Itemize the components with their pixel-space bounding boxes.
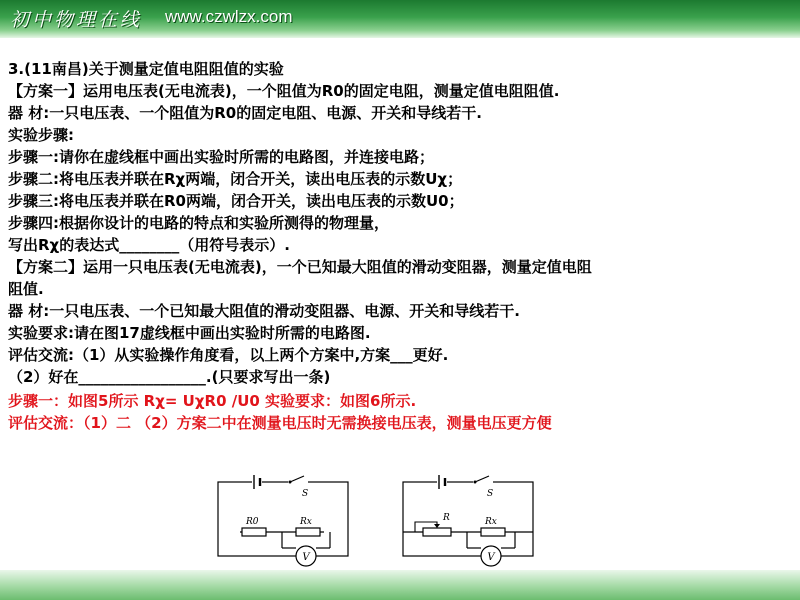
circuit-frame xyxy=(218,482,348,556)
rheostat-r xyxy=(423,528,451,536)
evaluation-one: 评估交流:（1）从实验操作角度看，以上两个方案中,方案___更好. xyxy=(8,346,449,364)
circuit-frame xyxy=(403,482,533,556)
footer-band xyxy=(0,570,800,600)
experiment-requirement: 实验要求:请在图17虚线框中画出实验时所需的电路图. xyxy=(8,324,371,342)
step-one: 步骤一:请你在虚线框中画出实验时所需的电路图，并连接电路； xyxy=(8,148,435,166)
header-banner xyxy=(0,0,800,38)
resistor-r0-label: R0 xyxy=(246,517,259,527)
step-two: 步骤二:将电压表并联在Rχ两端，闭合开关，读出电压表的示数Uχ； xyxy=(8,170,463,188)
rheostat-label: R xyxy=(443,513,450,523)
resistor-r0 xyxy=(242,528,266,536)
voltmeter-label: V xyxy=(302,552,310,563)
step-three: 步骤三:将电压表并联在R0两端，闭合开关，读出电压表的示数U0； xyxy=(8,192,464,210)
site-logo: 初中物理在线 xyxy=(10,9,143,31)
plan-one-materials: 器 材:一只电压表、一个阻值为R0的固定电阻、电源、开关和导线若干. xyxy=(8,104,482,122)
plan-one-heading: 【方案一】运用电压表(无电流表)，一个阻值为R0的固定电阻，测量定值电阻阻值. xyxy=(8,82,560,100)
answer-line-two: 评估交流：（1）二 （2）方案二中在测量电压时无需换接电压表，测量电压更方便 xyxy=(8,414,552,432)
step-four: 步骤四:根据你设计的电路的特点和实验所测得的物理量， xyxy=(8,214,390,232)
resistor-rx-label: Rx xyxy=(485,517,497,527)
steps-heading: 实验步骤: xyxy=(8,126,74,144)
plan-two-heading-cont: 阻值. xyxy=(8,280,44,298)
resistor-rx-label: Rx xyxy=(300,517,312,527)
resistor-rx xyxy=(296,528,320,536)
problem-title: 3.(11南昌)关于测量定值电阻阻值的实验 xyxy=(8,60,284,78)
expression-prompt: 写出Rχ的表达式________（用符号表示）. xyxy=(8,236,290,254)
site-url[interactable]: www.czwlzx.com xyxy=(165,7,293,26)
answer-line-one: 步骤一：如图5所示 Rχ= UχR0 /U0 实验要求：如图6所示. xyxy=(8,392,417,410)
switch-label: S xyxy=(487,489,494,499)
plan-two-materials: 器 材:一只电压表、一个已知最大阻值的滑动变阻器、电源、开关和导线若干. xyxy=(8,302,520,320)
evaluation-two: （2）好在_________________.(只要求写出一条) xyxy=(8,368,331,386)
switch-label: S xyxy=(302,489,309,499)
plan-two-heading: 【方案二】运用一只电压表(无电流表)，一个已知最大阻值的滑动变阻器，测量定值电阻 xyxy=(8,258,592,276)
resistor-rx xyxy=(481,528,505,536)
voltmeter-label: V xyxy=(487,552,495,563)
